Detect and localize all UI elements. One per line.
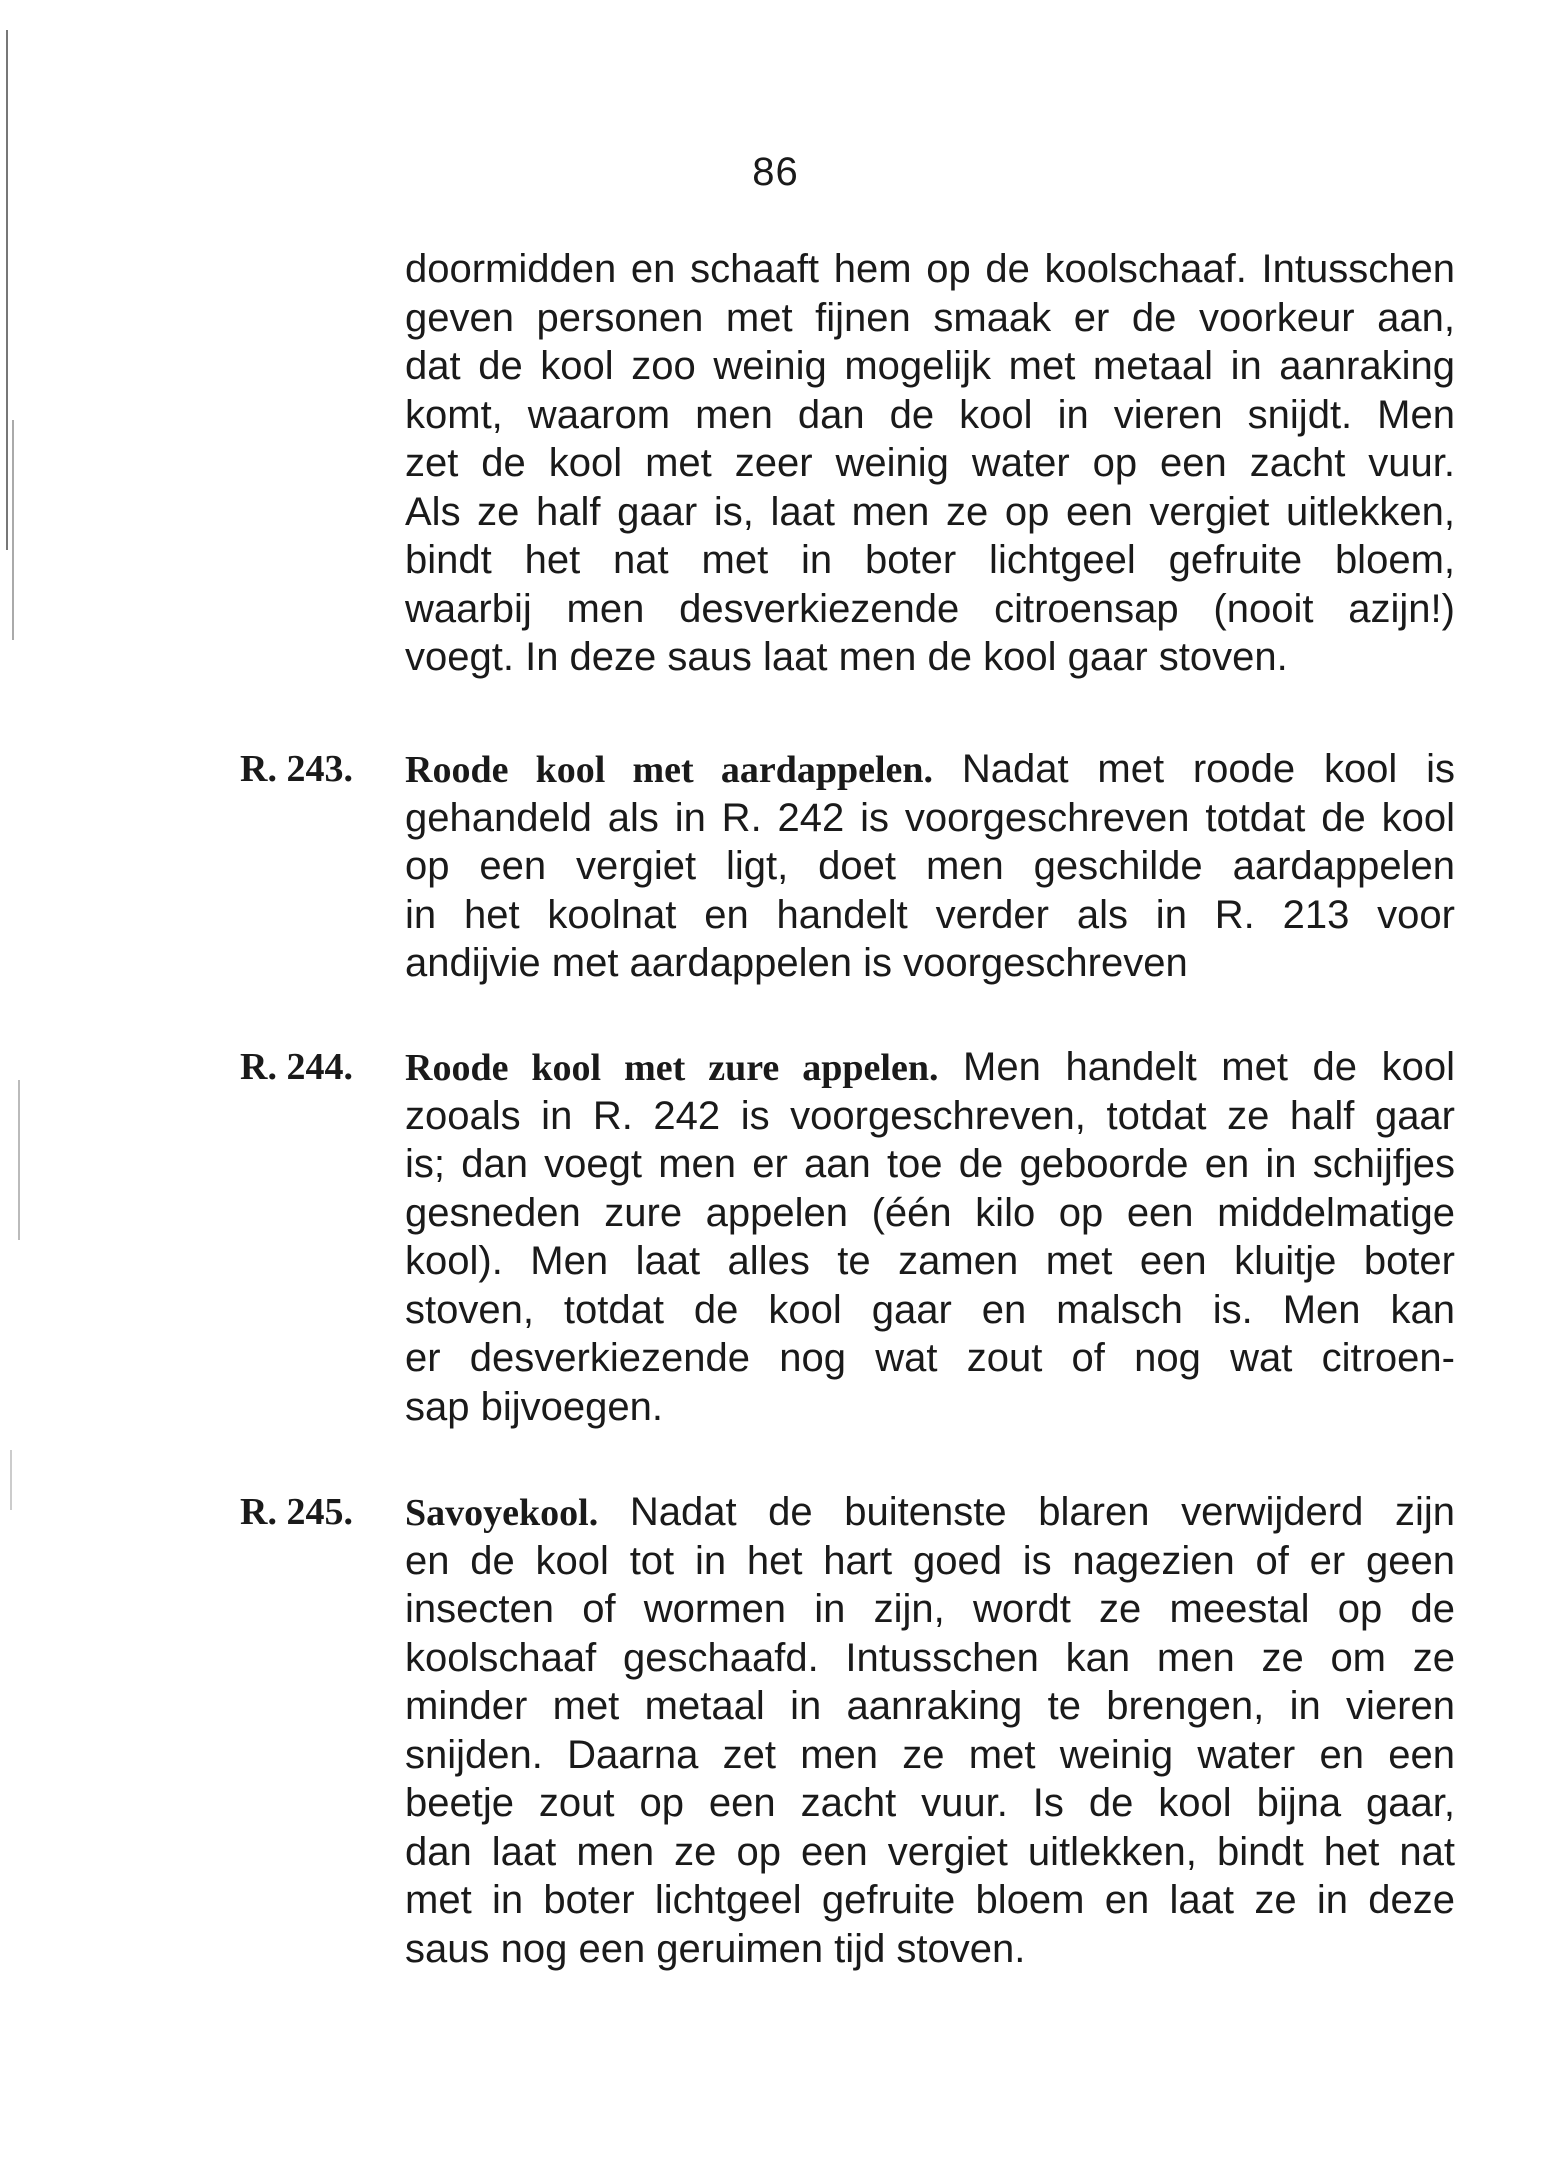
recipe-first-line bbox=[405, 745, 1455, 794]
recipe-first-line bbox=[405, 1488, 1455, 1537]
recipe-text: Men handelt met de kool bbox=[963, 1045, 1455, 1089]
text-line: beetje zout op een zacht vuur. Is de kool bijna gaar, bbox=[405, 1781, 1455, 1825]
text-line: dan laat men ze op een vergiet uitlekken, bindt het nat bbox=[405, 1829, 1455, 1874]
text-line: stoven, totdat de kool gaar en malsch is. Men kan bbox=[405, 1287, 1455, 1332]
text-line: en de kool tot in het hart goed is nagezien of er geen bbox=[405, 1538, 1455, 1583]
text-line: er desverkiezende nog wat zout of nog wat citroen- bbox=[405, 1336, 1455, 1380]
recipe-text: Nadat met roode kool is bbox=[961, 747, 1455, 791]
text-line: koolschaaf geschaafd. Intusschen kan men ze om ze bbox=[405, 1635, 1455, 1680]
text-line: op een vergiet ligt, doet men geschilde aardappelen bbox=[405, 844, 1455, 888]
text-line: met in boter lichtgeel gefruite bloem en laat ze in deze bbox=[405, 1878, 1455, 1922]
text-line: is; dan voegt men er aan toe de geboorde en in schijfjes bbox=[405, 1142, 1455, 1186]
recipe-first-line bbox=[405, 1043, 1455, 1092]
text-line: saus nog een geruimen tijd stoven. bbox=[405, 1926, 1026, 1971]
recipe-number: R. 243. bbox=[240, 748, 353, 790]
recipe-title: Roode kool met aardappelen. bbox=[405, 749, 934, 791]
recipe-number: R. 244. bbox=[240, 1046, 353, 1088]
recipe-title: Savoyekool. bbox=[405, 1492, 599, 1534]
text-line: waarbij men desverkiezende citroensap (nooit azijn!) bbox=[405, 586, 1455, 631]
recipe-body bbox=[405, 1488, 1455, 1973]
text-line: andijvie met aardappelen is voorgeschreven bbox=[405, 941, 1188, 985]
text-line: in het koolnat en handelt verder als in R. 213 voor bbox=[405, 892, 1455, 937]
text-line: komt, waarom men dan de kool in vieren snijdt. Men bbox=[405, 392, 1455, 437]
text-line: Als ze half gaar is, laat men ze op een vergiet uitlekken, bbox=[405, 489, 1455, 534]
text-line: bindt het nat met in boter lichtgeel gefruite bloem, bbox=[405, 538, 1455, 582]
recipe-number: R. 245. bbox=[240, 1491, 353, 1533]
text-line: insecten of wormen in zijn, wordt ze meestal op de bbox=[405, 1587, 1455, 1631]
text-line: kool). Men laat alles te zamen met een kluitje boter bbox=[405, 1239, 1455, 1283]
recipe-body bbox=[405, 1043, 1455, 1431]
recipe-text: Nadat de buitenste blaren verwijderd zijn bbox=[629, 1490, 1455, 1534]
text-line: zet de kool met zeer weinig water op een zacht vuur. bbox=[405, 441, 1455, 485]
text-line: doormidden en schaaft hem op de koolschaaf. Intusschen bbox=[405, 247, 1455, 291]
intro-paragraph bbox=[405, 245, 1455, 682]
text-line: snijden. Daarna zet men ze met weinig water en een bbox=[405, 1732, 1455, 1777]
text-line: geven personen met fijnen smaak er de voorkeur aan, bbox=[405, 295, 1455, 340]
text-line: zooals in R. 242 is voorgeschreven, totdat ze half gaar bbox=[405, 1093, 1455, 1138]
recipe-body bbox=[405, 745, 1455, 988]
recipe-title: Roode kool met zure appelen. bbox=[405, 1047, 939, 1089]
text-line: gehandeld als in R. 242 is voorgeschreven totdat de kool bbox=[405, 795, 1455, 840]
scan-edge-marks bbox=[0, 0, 60, 2176]
text-line: gesneden zure appelen (één kilo op een middelmatige bbox=[405, 1190, 1455, 1235]
text-line: sap bijvoegen. bbox=[405, 1384, 663, 1429]
text-line: voegt. In deze saus laat men de kool gaar stoven. bbox=[405, 635, 1288, 679]
text-line: minder met metaal in aanraking te brengen, in vieren bbox=[405, 1684, 1455, 1728]
text-line: dat de kool zoo weinig mogelijk met metaal in aanraking bbox=[405, 344, 1455, 388]
page-number: 86 bbox=[752, 150, 799, 194]
